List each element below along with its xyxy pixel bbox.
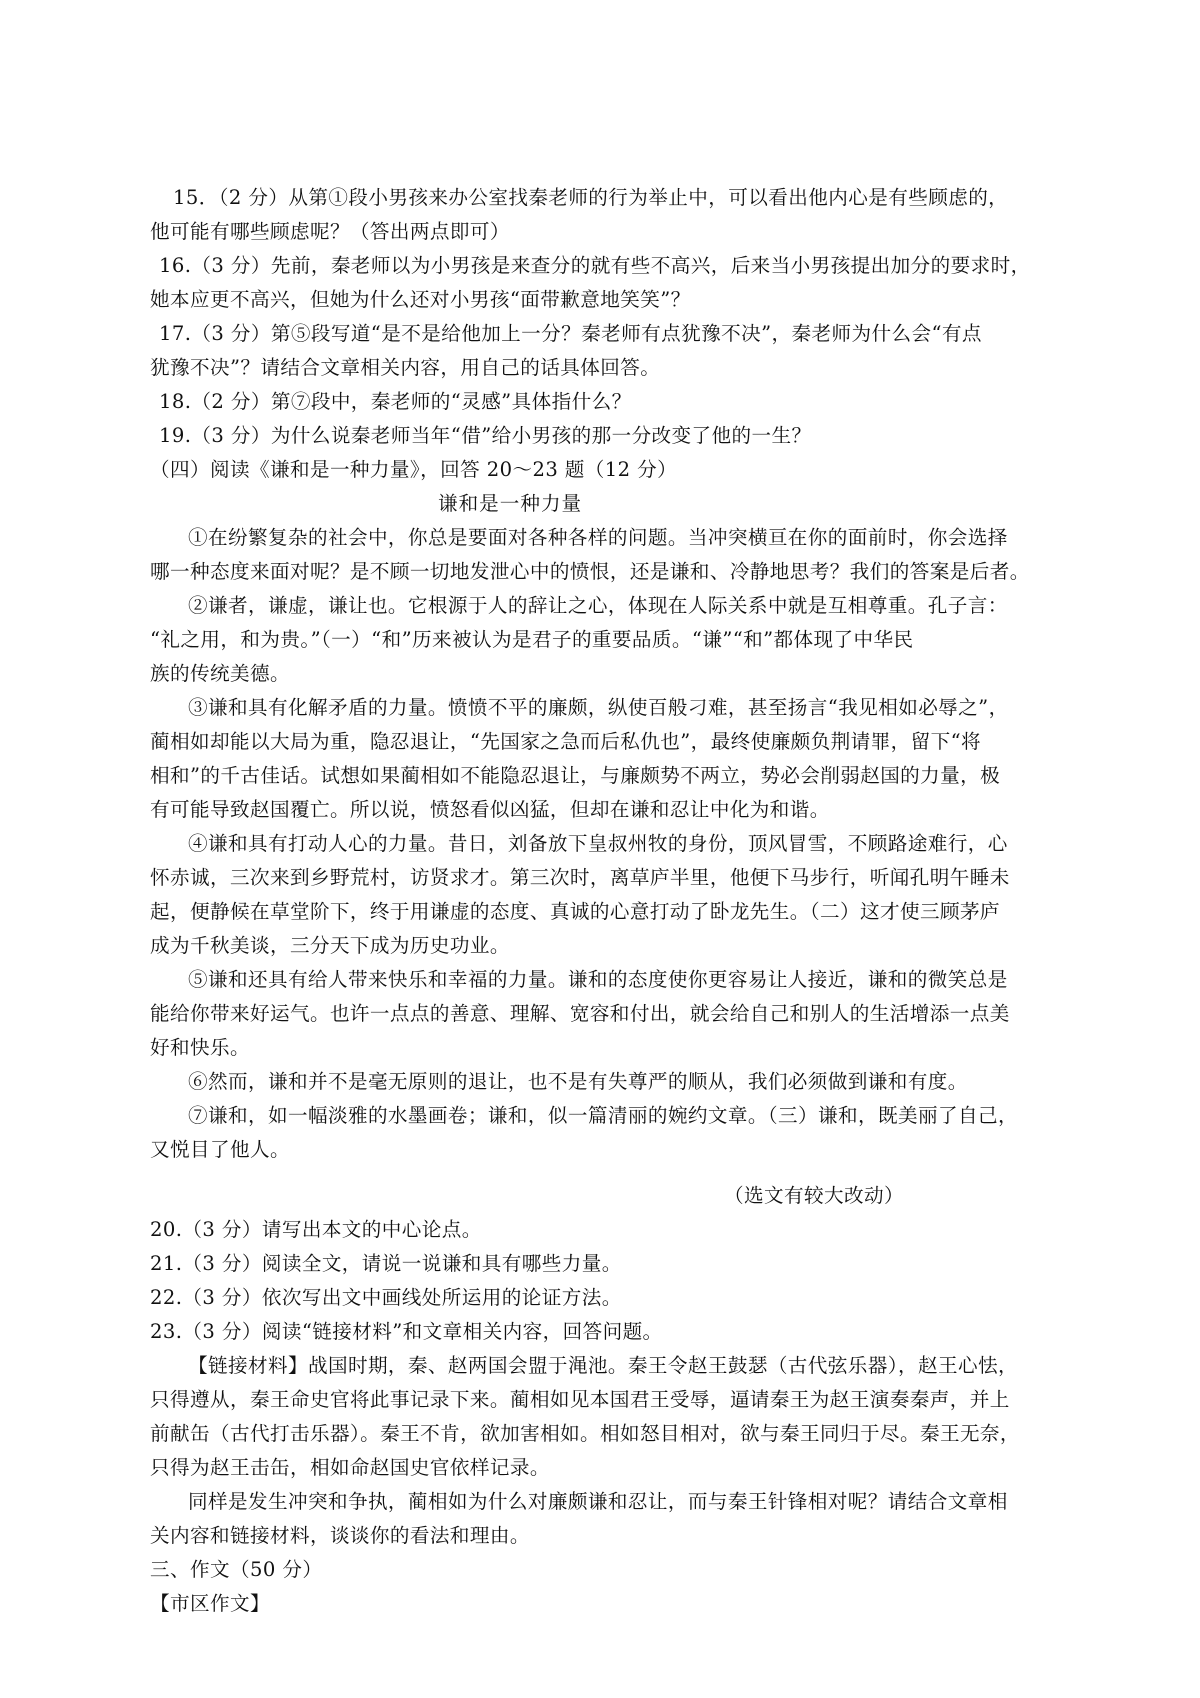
question-23-prompt-line-1: 同样是发生冲突和争执，蔺相如为什么对廉颇谦和忍让，而与秦王针锋相对呢？请结合文章相 xyxy=(188,1490,1008,1513)
paragraph-5-line-2: 能给你带来好运气。也许一点点的善意、理解、宽容和付出，就会给自己和别人的生活增添一点美 xyxy=(150,1002,1010,1025)
question-23: 23.（3 分）阅读“链接材料”和文章相关内容，回答问题。 xyxy=(150,1320,663,1343)
paragraph-5-line-3: 好和快乐。 xyxy=(150,1036,250,1059)
section-3-heading: 三、作文（50 分） xyxy=(150,1558,323,1581)
source-note: （选文有较大改动） xyxy=(724,1184,904,1207)
question-19: 19.（3 分）为什么说秦老师当年“借”给小男孩的那一分改变了他的一生？ xyxy=(159,424,812,447)
link-material-line-3: 前献缶（古代打击乐器）。秦王不肯，欲加害相如。相如怒目相对，欲与秦王同归于尽。秦王无奈， xyxy=(150,1422,1020,1445)
question-23-prompt-line-2: 关内容和链接材料，谈谈你的看法和理由。 xyxy=(150,1524,530,1547)
paragraph-5-line-1: ⑤谦和还具有给人带来快乐和幸福的力量。谦和的态度使你更容易让人接近，谦和的微笑总是 xyxy=(188,968,1008,991)
section-4-heading: （四）阅读《谦和是一种力量》，回答 20～23 题（12 分） xyxy=(150,458,678,481)
paragraph-3-line-4: 有可能导致赵国覆亡。所以说，愤怒看似凶猛，但却在谦和忍让中化为和谐。 xyxy=(150,798,830,821)
article-title: 谦和是一种力量 xyxy=(438,492,583,515)
paragraph-4-line-2: 怀赤诚，三次来到乡野荒村，访贤求才。第三次时，离草庐半里，他便下马步行，听闻孔明午睡未 xyxy=(150,866,1010,889)
paragraph-3-line-3: 相和”的千古佳话。试想如果蔺相如不能隐忍退让，与廉颇势不两立，势必会削弱赵国的力量，极 xyxy=(150,764,1001,787)
question-21: 21.（3 分）阅读全文，请说一说谦和具有哪些力量。 xyxy=(150,1252,622,1275)
section-3-subheading: 【市区作文】 xyxy=(150,1592,270,1615)
paragraph-2-line-2: “礼之用，和为贵。”（一）“和”历来被认为是君子的重要品质。“谦”“和”都体现了中华民 xyxy=(150,628,914,651)
paragraph-3-line-2: 蔺相如却能以大局为重，隐忍退让，“先国家之急而后私仇也”，最终使廉颇负荆请罪，留下“将 xyxy=(150,730,981,753)
question-20: 20.（3 分）请写出本文的中心论点。 xyxy=(150,1218,482,1241)
link-material-line-2: 只得遵从，秦王命史官将此事记录下来。蔺相如见本国君王受辱，逼请秦王为赵王演奏秦声，并上 xyxy=(150,1388,1010,1411)
paragraph-3-line-1: ③谦和具有化解矛盾的力量。愤愤不平的廉颇，纵使百般刁难，甚至扬言“我见相如必辱之”， xyxy=(188,696,1009,719)
question-17-line-1: 17.（3 分）第⑤段写道“是不是给他加上一分？秦老师有点犹豫不决”，秦老师为什么会“有点 xyxy=(159,322,982,345)
link-material-line-1: 【链接材料】战国时期，秦、赵两国会盟于渑池。秦王令赵王鼓瑟（古代弦乐器），赵王心怯， xyxy=(188,1354,1018,1377)
link-material-line-4: 只得为赵王击缶，相如命赵国史官依样记录。 xyxy=(150,1456,550,1479)
question-18: 18.（2 分）第⑦段中，秦老师的“灵感”具体指什么？ xyxy=(159,390,632,413)
paragraph-1-line-1: ①在纷繁复杂的社会中，你总是要面对各种各样的问题。当冲突横亘在你的面前时，你会选择 xyxy=(188,526,1008,549)
question-15-line-2: 他可能有哪些顾虑呢？（答出两点即可） xyxy=(150,220,510,243)
paragraph-4-line-4: 成为千秋美谈，三分天下成为历史功业。 xyxy=(150,934,510,957)
paragraph-4-line-3: 起，便静候在草堂阶下，终于用谦虚的态度、真诚的心意打动了卧龙先生。（二）这才使三顾茅庐 xyxy=(150,900,1000,923)
paragraph-2-line-3: 族的传统美德。 xyxy=(150,662,290,685)
question-22: 22.（3 分）依次写出文中画线处所运用的论证方法。 xyxy=(150,1286,622,1309)
question-16-line-1: 16.（3 分）先前，秦老师以为小男孩是来查分的就有些不高兴，后来当小男孩提出加分的要求时， xyxy=(159,254,1031,277)
question-17-line-2: 犹豫不决”？请结合文章相关内容，用自己的话具体回答。 xyxy=(150,356,661,379)
paragraph-6: ⑥然而，谦和并不是毫无原则的退让，也不是有失尊严的顺从，我们必须做到谦和有度。 xyxy=(188,1070,968,1093)
paragraph-4-line-1: ④谦和具有打动人心的力量。昔日，刘备放下皇叔州牧的身份，顶风冒雪，不顾路途难行，心 xyxy=(188,832,1008,855)
paragraph-7-line-1: ⑦谦和，如一幅淡雅的水墨画卷；谦和，似一篇清丽的婉约文章。（三）谦和，既美丽了自己， xyxy=(188,1104,1018,1127)
paragraph-2-line-1: ②谦者，谦虚，谦让也。它根源于人的辞让之心，体现在人际关系中就是互相尊重。孔子言： xyxy=(188,594,1008,617)
question-16-line-2: 她本应更不高兴，但她为什么还对小男孩“面带歉意地笑笑”？ xyxy=(150,288,691,311)
paragraph-7-line-2: 又悦目了他人。 xyxy=(150,1138,290,1161)
paragraph-1-line-2: 哪一种态度来面对呢？是不顾一切地发泄心中的愤恨，还是谦和、冷静地思考？我们的答案是后者。 xyxy=(150,560,1030,583)
question-15-line-1: 15．（2 分）从第①段小男孩来办公室找秦老师的行为举止中，可以看出他内心是有些顾虑的， xyxy=(173,186,1009,209)
